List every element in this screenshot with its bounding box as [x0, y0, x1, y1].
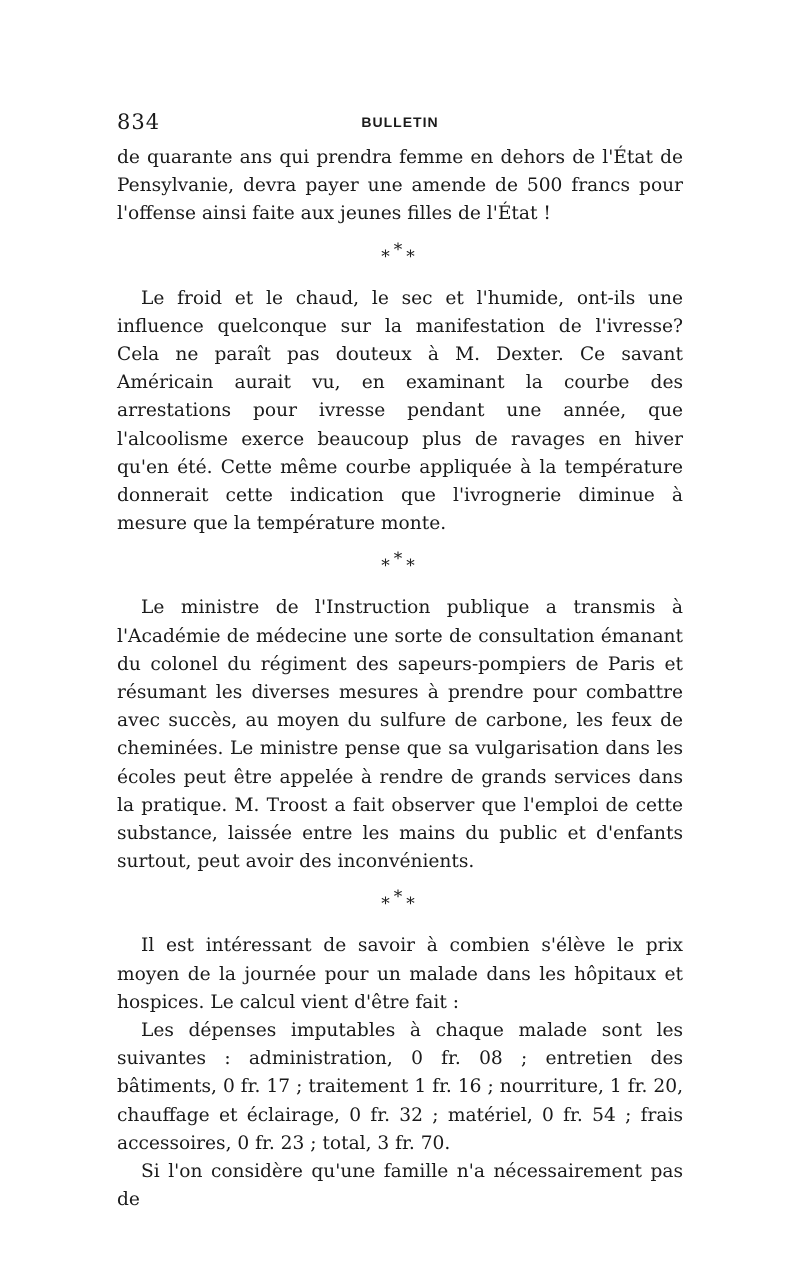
asterisk-right: * [406, 556, 419, 577]
running-title: BULLETIN [361, 114, 439, 130]
asterisk-middle: * [393, 239, 407, 260]
section-separator [117, 876, 683, 932]
asterisk-middle: * [393, 887, 407, 908]
section-separator [117, 538, 683, 594]
paragraph-marriage-fine: de quarante ans qui prendra femme en dehors de l'État de Pensylvanie, devra payer une amende de 500 francs pour l'offense ainsi faite aux jeunes filles de l'État ! [117, 147, 683, 225]
paragraph-family-consideration: Si l'on considère qu'une famille n'a nécessairement pas de [117, 1161, 683, 1211]
paragraph-weather-drunkenness: Le froid et le chaud, le sec et l'humide, ont-ils une influence quelconque sur la manifestation de l'ivresse? Cela ne paraît pas douteux à M. Dexter. Ce savant Américain aurait vu, en examinant la courbe des arrestations pour ivresse pendant une année, que l'alcoolisme exerce beaucoup plus de ravages en hiver qu'en été. Cette même courbe appliquée à la température donnerait cette indication que l'ivrognerie diminue à mesure que la température monte. [117, 287, 683, 535]
page-number: 834 [117, 110, 161, 134]
asterisk-middle: * [393, 549, 407, 570]
asterisk-left: * [381, 894, 394, 915]
page-header [117, 110, 683, 144]
asterisk-left: * [381, 556, 394, 577]
asterisk-right: * [406, 894, 419, 915]
book-page [117, 110, 683, 1215]
section-separator [117, 229, 683, 285]
asterisk-left: * [381, 246, 394, 267]
paragraph-hospital-cost-intro: Il est intéressant de savoir à combien s'élève le prix moyen de la journée pour un malade dans les hôpitaux et hospices. Le calcul vient d'être fait : [117, 935, 683, 1013]
asterisk-right: * [406, 246, 419, 267]
paragraph-hospital-cost-breakdown: Les dépenses imputables à chaque malade sont les suivantes : administration, 0 fr. 08 ; entretien des bâtiments, 0 fr. 17 ; traitement 1 fr. 16 ; nourriture, 1 fr. 20, chauffage et éclairage, 0 fr. 32 ; matériel, 0 fr. 54 ; frais accessoires, 0 fr. 23 ; total, 3 fr. 70. [117, 1020, 683, 1154]
paragraph-chimney-fires: Le ministre de l'Instruction publique a transmis à l'Académie de médecine une sorte de consultation émanant du colonel du régiment des sapeurs-pompiers de Paris et résumant les diverses mesures à prendre pour combattre avec succès, au moyen du sulfure de carbone, les feux de cheminées. Le ministre pense que sa vulgarisation dans les écoles peut être appelée à rendre de grands services dans la pratique. M. Troost a fait observer que l'emploi de cette substance, laissée entre les mains du public et d'enfants surtout, peut avoir des inconvénients. [117, 597, 683, 873]
